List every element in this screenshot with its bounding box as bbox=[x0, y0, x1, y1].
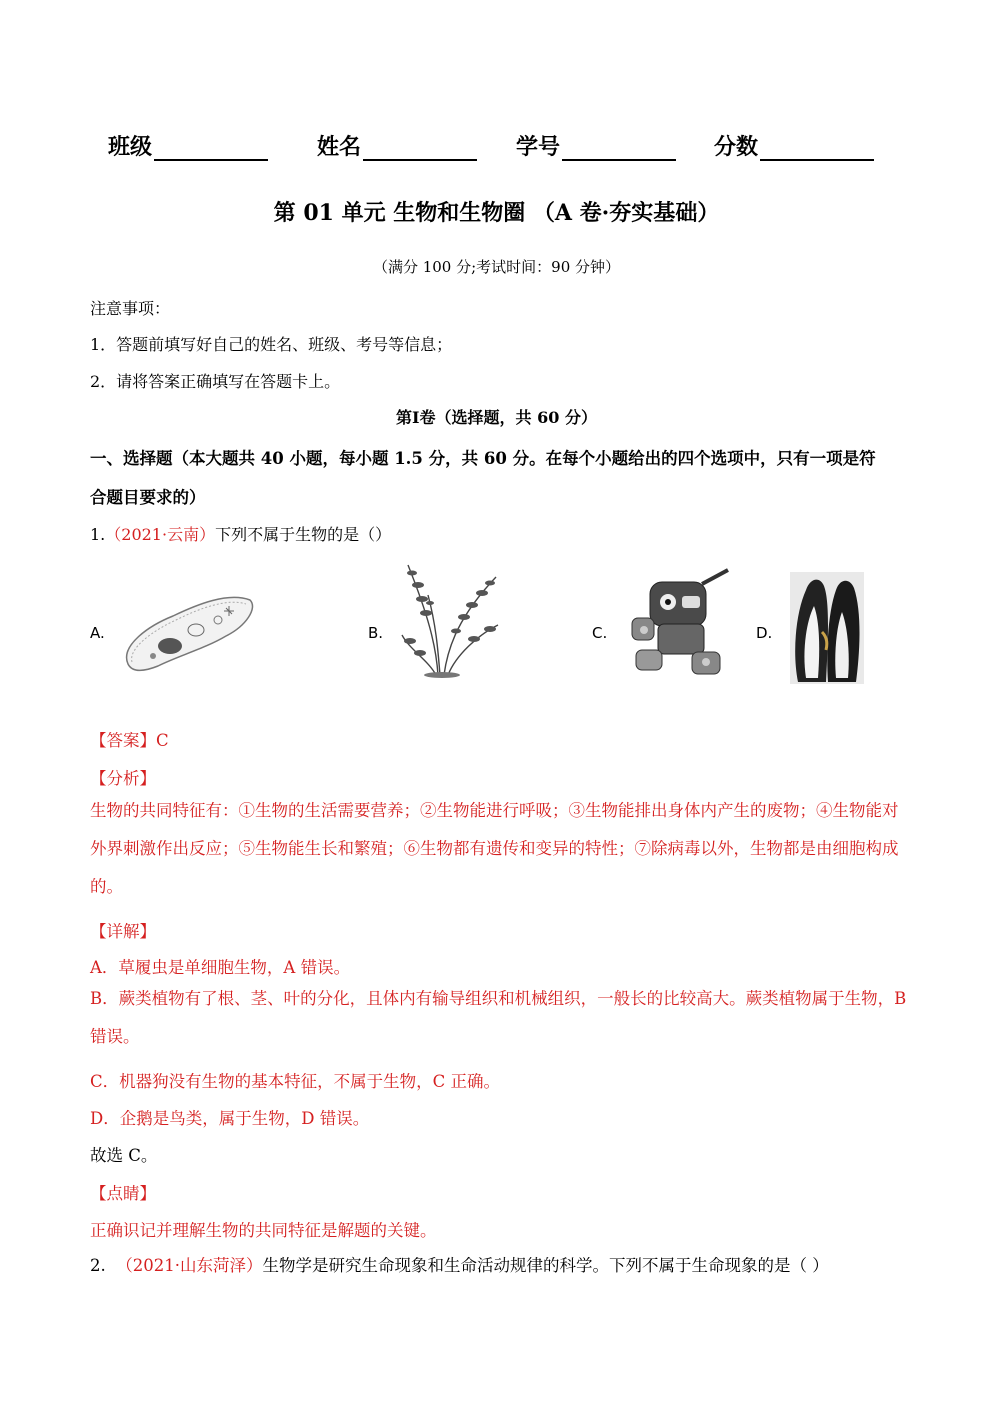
volume-title: 第Ⅰ卷（选择题，共 60 分） bbox=[396, 408, 597, 427]
detail-item: C．机器狗没有生物的基本特征，不属于生物，C 正确。 bbox=[90, 1072, 500, 1091]
analysis-text: 生物的共同特征有：①生物的生活需要营养；②生物能进行呼吸；③生物能排出身体内产生的废物；④生物能对外界刺激作出反应；⑤生物能生长和繁殖；⑥生物都有遗传和变异的特性；⑦除病毒以外，生物都是由细胞构成的。 bbox=[90, 801, 899, 896]
score-label: 分数 bbox=[714, 134, 759, 160]
option-c-label[interactable]: C. bbox=[592, 624, 608, 642]
fern-image bbox=[398, 555, 506, 679]
student-info-row bbox=[108, 130, 888, 164]
penguins-image bbox=[790, 572, 864, 684]
student-id-field[interactable] bbox=[516, 130, 676, 161]
part-instructions-line1: 一、选择题（本大题共 40 小题，每小题 1.5 分，共 60 分。在每个小题给出的四个选项中，只有一项是符 bbox=[90, 449, 876, 468]
detail-item: D．企鹅是鸟类，属于生物，D 错误。 bbox=[90, 1109, 370, 1128]
score-blank[interactable] bbox=[760, 133, 874, 161]
paramecium-image bbox=[118, 586, 258, 678]
page-title: 第 01 单元 生物和生物圈 （A 卷·夯实基础） bbox=[273, 200, 720, 226]
tip-tag: 【点睛】 bbox=[90, 1184, 156, 1203]
detail-item: A．草履虫是单细胞生物，A 错误。 bbox=[90, 958, 351, 977]
class-label: 班级 bbox=[108, 134, 153, 160]
question-number: 2. bbox=[90, 1256, 106, 1275]
name-label: 姓名 bbox=[317, 134, 362, 160]
detail-tag: 【详解】 bbox=[90, 922, 156, 941]
name-blank[interactable] bbox=[363, 133, 477, 161]
analysis-tag: 【分析】 bbox=[90, 769, 156, 788]
option-b-label[interactable]: B. bbox=[368, 624, 384, 642]
student-id-label: 学号 bbox=[516, 134, 561, 160]
option-a-label[interactable]: A. bbox=[90, 624, 105, 642]
notes-item: 2．请将答案正确填写在答题卡上。 bbox=[90, 372, 341, 391]
score-field[interactable] bbox=[714, 130, 874, 161]
answer-line: 【答案】C bbox=[90, 731, 169, 750]
question-text: 生物学是研究生命现象和生命活动规律的科学。下列不属于生命现象的是（ ） bbox=[262, 1256, 829, 1275]
tip-text: 正确识记并理解生物的共同特征是解题的关键。 bbox=[90, 1221, 437, 1240]
option-d-label[interactable]: D. bbox=[756, 624, 773, 642]
notes-item: 1．答题前填写好自己的姓名、班级、考号等信息； bbox=[90, 335, 453, 354]
question-1-stem bbox=[90, 522, 391, 545]
question-text: 下列不属于生物的是（） bbox=[215, 525, 392, 544]
question-source: （2021·云南） bbox=[105, 525, 216, 544]
conclusion-line: 故选 C。 bbox=[90, 1146, 158, 1165]
robot-dog-image bbox=[628, 568, 734, 682]
part-instructions-line2: 合题目要求的） bbox=[90, 488, 206, 507]
exam-subtitle: （满分 100 分;考试时间：90 分钟） bbox=[372, 258, 621, 276]
name-field[interactable] bbox=[317, 130, 477, 161]
class-field[interactable] bbox=[108, 130, 268, 161]
class-blank[interactable] bbox=[154, 133, 268, 161]
detail-item: B．蕨类植物有了根、茎、叶的分化，且体内有输导组织和机械组织，一般长的比较高大。蕨类植物属于生物，B 错误。 bbox=[90, 989, 907, 1046]
question-source: （2021·山东菏泽） bbox=[116, 1256, 263, 1275]
question-2-stem bbox=[90, 1252, 829, 1276]
student-id-blank[interactable] bbox=[562, 133, 676, 161]
question-number: 1. bbox=[90, 525, 106, 544]
notes-heading: 注意事项： bbox=[90, 299, 171, 318]
